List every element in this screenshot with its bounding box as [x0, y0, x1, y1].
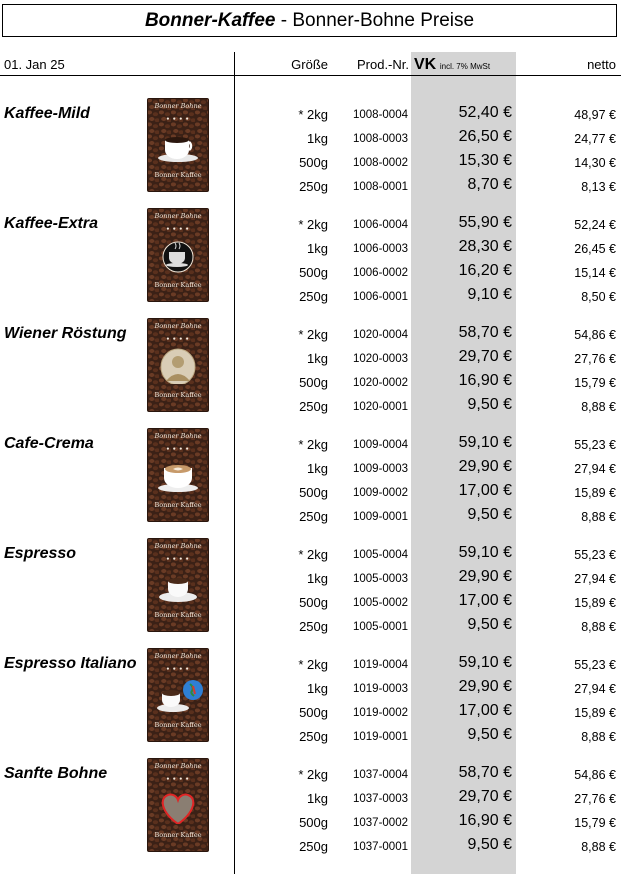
vk-price-cell: 17,00 €	[458, 702, 512, 719]
header-date: 01. Jan 25	[4, 57, 65, 72]
netto-price-cell: 14,30 €	[574, 156, 616, 170]
netto-price-cell: 15,14 €	[574, 266, 616, 280]
netto-price-cell: 27,94 €	[574, 572, 616, 586]
vk-price-cell: 29,90 €	[458, 458, 512, 475]
netto-price-cell: 54,86 €	[574, 328, 616, 342]
bag-brand-label: Bonner Kaffee	[154, 391, 202, 399]
product-group	[0, 764, 621, 874]
title-subtitle: - Bonner-Bohne Preise	[275, 10, 475, 31]
vk-price-cell: 9,10 €	[467, 286, 512, 303]
product-name: Espresso Italiano	[4, 655, 137, 672]
prod-nr-cell: 1008-0004	[353, 109, 408, 121]
netto-price-cell: 52,24 €	[574, 218, 616, 232]
netto-price-cell: 55,23 €	[574, 438, 616, 452]
netto-price-cell: 48,97 €	[574, 108, 616, 122]
bag-top-label: Bonner Bohne	[154, 102, 202, 110]
vk-price-cell: 58,70 €	[458, 764, 512, 781]
price-row	[0, 616, 621, 640]
prod-nr-cell: 1009-0004	[353, 439, 408, 451]
size-cell: 500g	[299, 705, 328, 720]
netto-price-cell: 15,79 €	[574, 816, 616, 830]
netto-price-cell: 15,89 €	[574, 486, 616, 500]
product-group	[0, 324, 621, 434]
size-cell: 250g	[299, 289, 328, 304]
netto-price-cell: 15,89 €	[574, 596, 616, 610]
prod-nr-cell: 1020-0002	[353, 377, 408, 389]
product-group	[0, 654, 621, 764]
prod-nr-cell: 1006-0002	[353, 267, 408, 279]
product-group	[0, 434, 621, 544]
netto-price-cell: 27,76 €	[574, 792, 616, 806]
bag-brand-label: Bonner Kaffee	[154, 501, 202, 509]
prod-nr-cell: 1006-0003	[353, 243, 408, 255]
vk-price-cell: 55,90 €	[458, 214, 512, 231]
size-cell: 500g	[299, 485, 328, 500]
vk-price-cell: 29,90 €	[458, 568, 512, 585]
price-row	[0, 104, 621, 128]
vk-price-cell: 28,30 €	[458, 238, 512, 255]
vk-price-cell: 9,50 €	[467, 506, 512, 523]
price-row	[0, 568, 621, 592]
bag-brand-label: Bonner Kaffee	[154, 281, 202, 289]
prod-nr-cell: 1009-0003	[353, 463, 408, 475]
prod-nr-cell: 1005-0001	[353, 621, 408, 633]
netto-price-cell: 15,79 €	[574, 376, 616, 390]
product-name: Kaffee-Extra	[4, 215, 98, 232]
netto-price-cell: 27,76 €	[574, 352, 616, 366]
prod-nr-cell: 1008-0003	[353, 133, 408, 145]
netto-price-cell: 26,45 €	[574, 242, 616, 256]
price-row	[0, 214, 621, 238]
header-netto: netto	[587, 57, 616, 72]
page-title	[2, 4, 617, 37]
prod-nr-cell: 1008-0002	[353, 157, 408, 169]
size-cell: * 2kg	[298, 767, 328, 782]
price-row	[0, 812, 621, 836]
vk-price-cell: 16,90 €	[458, 372, 512, 389]
price-row	[0, 482, 621, 506]
price-row	[0, 262, 621, 286]
bag-top-label: Bonner Bohne	[154, 652, 202, 660]
vk-price-cell: 58,70 €	[458, 324, 512, 341]
size-cell: * 2kg	[298, 657, 328, 672]
vk-price-cell: 59,10 €	[458, 654, 512, 671]
price-row	[0, 372, 621, 396]
vk-price-cell: 26,50 €	[458, 128, 512, 145]
prod-nr-cell: 1009-0002	[353, 487, 408, 499]
size-cell: 1kg	[307, 461, 328, 476]
bag-rating-dots: ● ● ● ●	[166, 776, 190, 782]
size-cell: * 2kg	[298, 217, 328, 232]
size-cell: 500g	[299, 815, 328, 830]
vk-price-cell: 16,20 €	[458, 262, 512, 279]
size-cell: 1kg	[307, 681, 328, 696]
header-vk-label: VK	[414, 56, 437, 73]
price-row	[0, 654, 621, 678]
prod-nr-cell: 1009-0001	[353, 511, 408, 523]
prod-nr-cell: 1019-0003	[353, 683, 408, 695]
prod-nr-cell: 1006-0001	[353, 291, 408, 303]
prod-nr-cell: 1037-0003	[353, 793, 408, 805]
prod-nr-cell: 1005-0003	[353, 573, 408, 585]
size-cell: * 2kg	[298, 547, 328, 562]
product-group	[0, 544, 621, 654]
size-cell: 1kg	[307, 791, 328, 806]
price-row	[0, 678, 621, 702]
bag-brand-label: Bonner Kaffee	[154, 611, 202, 619]
bag-top-label: Bonner Bohne	[154, 432, 202, 440]
title-brand: Bonner-Kaffee	[144, 10, 276, 31]
prod-nr-cell: 1020-0003	[353, 353, 408, 365]
prod-nr-cell: 1005-0002	[353, 597, 408, 609]
prod-nr-cell: 1005-0004	[353, 549, 408, 561]
vk-price-cell: 9,50 €	[467, 726, 512, 743]
size-cell: * 2kg	[298, 107, 328, 122]
price-row	[0, 238, 621, 262]
price-row	[0, 544, 621, 568]
size-cell: 500g	[299, 155, 328, 170]
header-vk	[414, 56, 518, 76]
size-cell: 1kg	[307, 131, 328, 146]
bag-rating-dots: ● ● ● ●	[166, 666, 190, 672]
prod-nr-cell: 1037-0002	[353, 817, 408, 829]
vk-price-cell: 29,90 €	[458, 678, 512, 695]
size-cell: 1kg	[307, 351, 328, 366]
vk-price-cell: 59,10 €	[458, 434, 512, 451]
size-cell: 250g	[299, 839, 328, 854]
prod-nr-cell: 1037-0004	[353, 769, 408, 781]
product-name: Espresso	[4, 545, 77, 562]
size-cell: 250g	[299, 509, 328, 524]
netto-price-cell: 8,13 €	[581, 180, 616, 194]
price-row	[0, 788, 621, 812]
bag-brand-label: Bonner Kaffee	[154, 831, 202, 839]
bag-brand-label: Bonner Kaffee	[154, 171, 202, 179]
price-row	[0, 726, 621, 750]
size-cell: 250g	[299, 399, 328, 414]
bag-rating-dots: ● ● ● ●	[166, 116, 190, 122]
bag-top-label: Bonner Bohne	[154, 762, 202, 770]
header-divider	[0, 75, 621, 76]
bag-rating-dots: ● ● ● ●	[166, 446, 190, 452]
netto-price-cell: 8,88 €	[581, 620, 616, 634]
prod-nr-cell: 1020-0001	[353, 401, 408, 413]
price-row	[0, 152, 621, 176]
price-row	[0, 836, 621, 860]
size-cell: * 2kg	[298, 437, 328, 452]
price-row	[0, 348, 621, 372]
bag-top-label: Bonner Bohne	[154, 322, 202, 330]
size-cell: 250g	[299, 619, 328, 634]
vk-price-cell: 15,30 €	[458, 152, 512, 169]
netto-price-cell: 8,88 €	[581, 400, 616, 414]
prod-nr-cell: 1037-0001	[353, 841, 408, 853]
price-row	[0, 434, 621, 458]
header-vk-note: incl. 7% MwSt	[439, 62, 491, 71]
product-name: Wiener Röstung	[4, 325, 127, 342]
prod-nr-cell: 1006-0004	[353, 219, 408, 231]
vk-price-cell: 16,90 €	[458, 812, 512, 829]
size-cell: * 2kg	[298, 327, 328, 342]
size-cell: 500g	[299, 375, 328, 390]
netto-price-cell: 8,88 €	[581, 840, 616, 854]
size-cell: 500g	[299, 595, 328, 610]
header-size: Größe	[291, 57, 328, 72]
size-cell: 250g	[299, 179, 328, 194]
vk-price-cell: 59,10 €	[458, 544, 512, 561]
vk-price-cell: 9,50 €	[467, 836, 512, 853]
netto-price-cell: 54,86 €	[574, 768, 616, 782]
price-row	[0, 396, 621, 420]
netto-price-cell: 8,88 €	[581, 510, 616, 524]
netto-price-cell: 24,77 €	[574, 132, 616, 146]
product-name: Sanfte Bohne	[4, 765, 108, 782]
netto-price-cell: 15,89 €	[574, 706, 616, 720]
price-row	[0, 324, 621, 348]
vk-price-cell: 17,00 €	[458, 482, 512, 499]
price-row	[0, 128, 621, 152]
vk-price-cell: 52,40 €	[458, 104, 512, 121]
netto-price-cell: 8,50 €	[581, 290, 616, 304]
price-row	[0, 176, 621, 200]
size-cell: 500g	[299, 265, 328, 280]
netto-price-cell: 8,88 €	[581, 730, 616, 744]
vk-price-cell: 29,70 €	[458, 788, 512, 805]
vk-price-cell: 9,50 €	[467, 616, 512, 633]
vk-price-cell: 9,50 €	[467, 396, 512, 413]
bag-rating-dots: ● ● ● ●	[166, 226, 190, 232]
netto-price-cell: 55,23 €	[574, 548, 616, 562]
price-row	[0, 592, 621, 616]
price-row	[0, 506, 621, 530]
netto-price-cell: 55,23 €	[574, 658, 616, 672]
bag-brand-label: Bonner Kaffee	[154, 721, 202, 729]
size-cell: 250g	[299, 729, 328, 744]
header-prod-nr: Prod.-Nr.	[356, 57, 409, 72]
size-cell: 1kg	[307, 241, 328, 256]
price-row	[0, 764, 621, 788]
bag-top-label: Bonner Bohne	[154, 542, 202, 550]
bag-rating-dots: ● ● ● ●	[166, 556, 190, 562]
vk-price-cell: 8,70 €	[467, 176, 512, 193]
product-name: Kaffee-Mild	[4, 105, 90, 122]
prod-nr-cell: 1019-0004	[353, 659, 408, 671]
netto-price-cell: 27,94 €	[574, 682, 616, 696]
vk-price-cell: 29,70 €	[458, 348, 512, 365]
prod-nr-cell: 1020-0004	[353, 329, 408, 341]
product-group	[0, 214, 621, 324]
prod-nr-cell: 1008-0001	[353, 181, 408, 193]
vk-price-cell: 17,00 €	[458, 592, 512, 609]
size-cell: 1kg	[307, 571, 328, 586]
netto-price-cell: 27,94 €	[574, 462, 616, 476]
price-row	[0, 286, 621, 310]
bag-top-label: Bonner Bohne	[154, 212, 202, 220]
product-group	[0, 104, 621, 214]
product-name: Cafe-Crema	[4, 435, 94, 452]
prod-nr-cell: 1019-0001	[353, 731, 408, 743]
prod-nr-cell: 1019-0002	[353, 707, 408, 719]
price-row	[0, 458, 621, 482]
bag-rating-dots: ● ● ● ●	[166, 336, 190, 342]
price-row	[0, 702, 621, 726]
